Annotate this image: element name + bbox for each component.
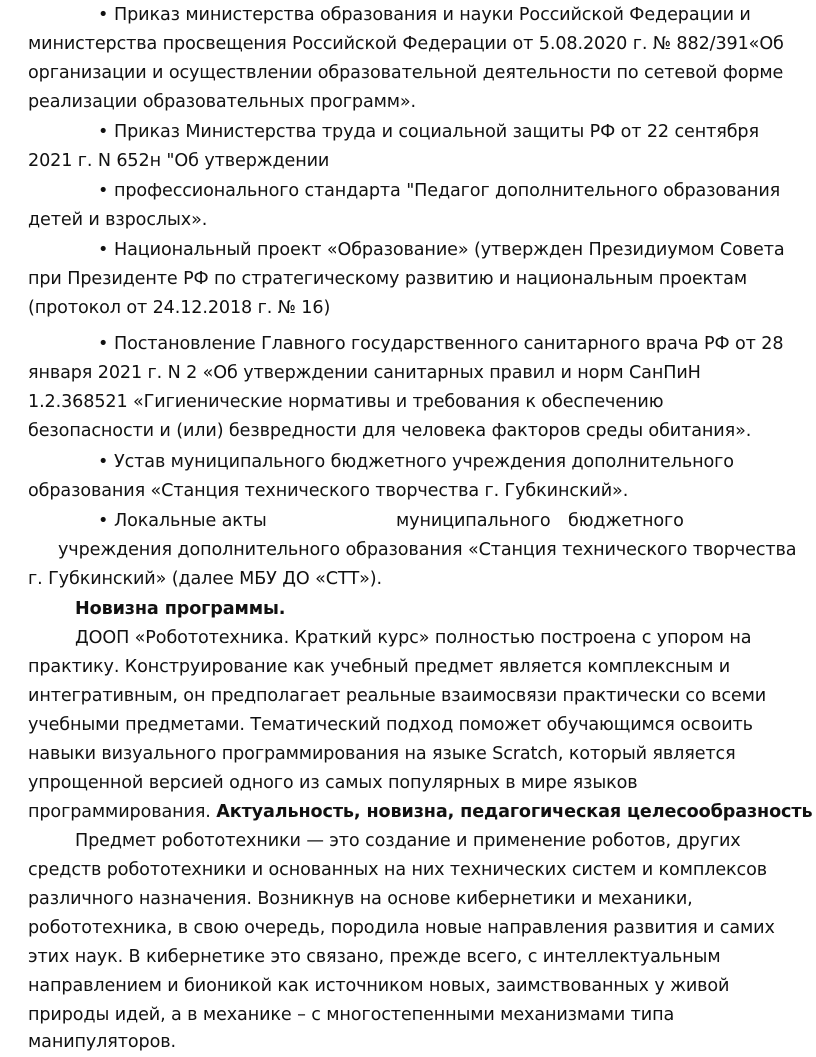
paragraph-line: робототехника, в свою очередь, породила новые направления развития и самих bbox=[28, 918, 775, 938]
bullet-item bbox=[98, 236, 785, 265]
paragraph-line: средств робототехники и основанных на них технических систем и комплексов bbox=[28, 860, 767, 880]
bullet-item bbox=[98, 1, 751, 30]
text-line: детей и взрослых». bbox=[28, 210, 208, 230]
bullet-text: Приказ министерства образования и науки Российской Федерации и bbox=[114, 5, 751, 25]
bullet-icon: • bbox=[98, 334, 109, 354]
bullet-item bbox=[98, 330, 783, 359]
text-line: министерства просвещения Российской Федерации от 5.08.2020 г. № 882/391«Об bbox=[28, 34, 784, 54]
paragraph-line: ДООП «Робототехника. Краткий курс» полностью построена с упором на bbox=[75, 628, 752, 648]
text-line: организации и осуществлении образовательной деятельности по сетевой форме bbox=[28, 63, 784, 83]
section-heading: Новизна программы. bbox=[75, 599, 286, 619]
text-fragment: муниципального bbox=[396, 511, 551, 531]
text-line: 1.2.368521 «Гигиенические нормативы и требования к обеспечению bbox=[28, 392, 664, 412]
paragraph-text: программирования. bbox=[28, 802, 211, 822]
text-line: г. Губкинский» (далее МБУ ДО «СТТ»). bbox=[28, 569, 382, 589]
paragraph-line: практику. Конструирование как учебный предмет является комплексным и bbox=[28, 657, 731, 677]
bullet-item bbox=[98, 177, 780, 206]
paragraph-line: упрощенной версией одного из самых популярных в мире языков bbox=[28, 773, 638, 793]
text-line: 2021 г. N 652н "Об утверждении bbox=[28, 151, 330, 171]
bullet-item bbox=[98, 507, 267, 536]
section-heading-inline: Актуальность, новизна, педагогическая целесообразность bbox=[216, 802, 813, 822]
text-fragment: бюджетного bbox=[568, 511, 684, 531]
bullet-text: профессионального стандарта "Педагог дополнительного образования bbox=[114, 181, 781, 201]
text-line: января 2021 г. N 2 «Об утверждении санитарных правил и норм СанПиН bbox=[28, 363, 701, 383]
paragraph-line: учебными предметами. Тематический подход поможет обучающимся освоить bbox=[28, 715, 753, 735]
paragraph-line: манипуляторов. bbox=[28, 1032, 176, 1052]
paragraph-line: интегративным, он предполагает реальные взаимосвязи практически со всеми bbox=[28, 686, 767, 706]
bullet-icon: • bbox=[98, 122, 109, 142]
text-line: реализации образовательных программ». bbox=[28, 92, 417, 112]
bullet-icon: • bbox=[98, 452, 109, 472]
text-line: безопасности и (или) безвредности для человека факторов среды обитания». bbox=[28, 421, 752, 441]
text-line: при Президенте РФ по стратегическому развитию и национальным проектам bbox=[28, 269, 748, 289]
bullet-icon: • bbox=[98, 5, 109, 25]
paragraph-line: этих наук. В кибернетике это связано, прежде всего, с интеллектуальным bbox=[28, 947, 721, 967]
paragraph-line: различного назначения. Возникнув на основе кибернетики и механики, bbox=[28, 889, 693, 909]
bullet-text: Локальные акты bbox=[114, 511, 267, 531]
text-line: учреждения дополнительного образования «Станция технического творчества bbox=[58, 540, 797, 560]
bullet-icon: • bbox=[98, 240, 109, 260]
paragraph-line: направлением и бионикой как источником новых, заимствованных у живой bbox=[28, 976, 730, 996]
paragraph-line bbox=[28, 798, 812, 827]
text-line: образования «Станция технического творчества г. Губкинский». bbox=[28, 481, 629, 501]
bullet-text: Постановление Главного государственного санитарного врача РФ от 28 bbox=[114, 334, 784, 354]
bullet-item bbox=[98, 448, 734, 477]
bullet-icon: • bbox=[98, 511, 109, 531]
bullet-text: Приказ Министерства труда и социальной защиты РФ от 22 сентября bbox=[114, 122, 759, 142]
bullet-item bbox=[98, 118, 759, 147]
bullet-text: Устав муниципального бюджетного учреждения дополнительного bbox=[114, 452, 734, 472]
text-line: (протокол от 24.12.2018 г. № 16) bbox=[28, 298, 331, 318]
paragraph-line: Предмет робототехники — это создание и применение роботов, других bbox=[75, 831, 741, 851]
bullet-icon: • bbox=[98, 181, 109, 201]
paragraph-line: навыки визуального программирования на языке Scratch, который является bbox=[28, 744, 736, 764]
paragraph-line: природы идей, а в механике – с многостепенными механизмами типа bbox=[28, 1005, 675, 1025]
bullet-text: Национальный проект «Образование» (утвержден Президиумом Совета bbox=[114, 240, 785, 260]
